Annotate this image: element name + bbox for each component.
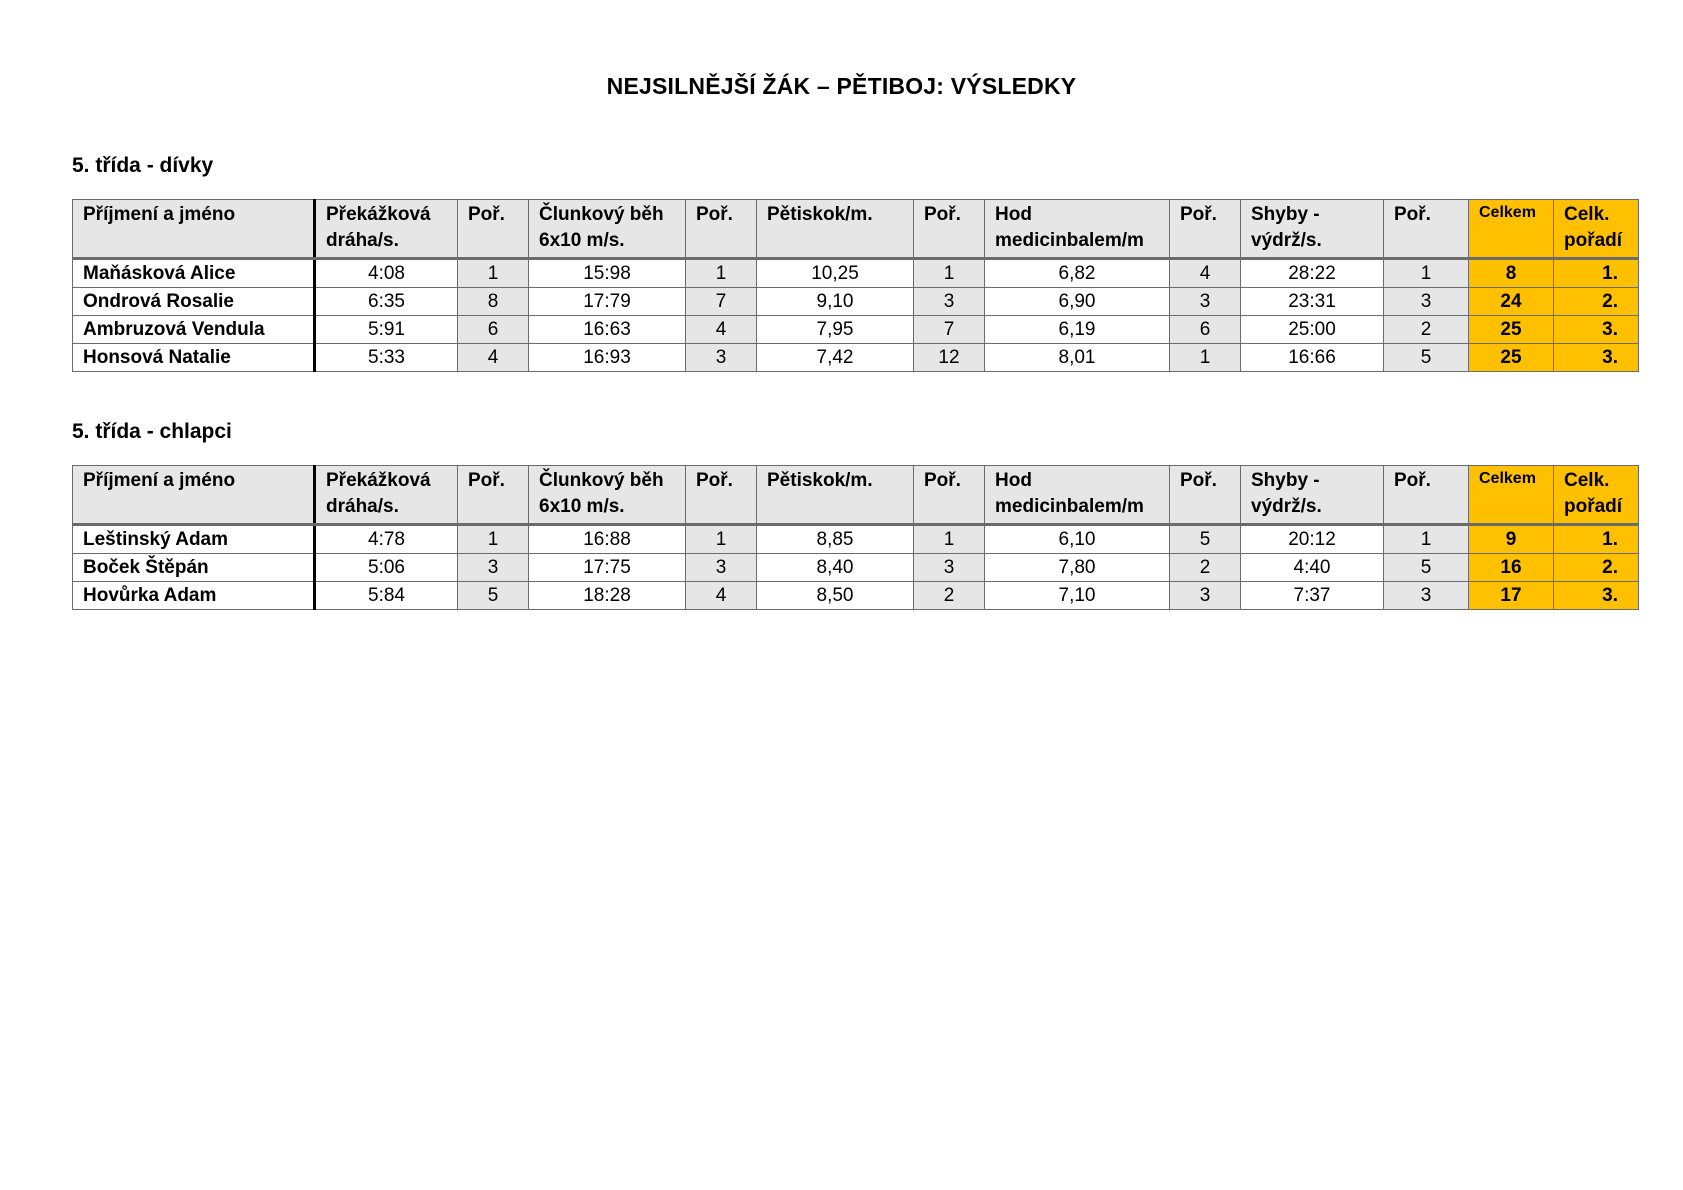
header-total: Celkem: [1469, 466, 1554, 525]
cell-por: 7: [686, 288, 757, 316]
cell-obstacle: 5:33: [315, 344, 458, 372]
cell-shuttle: 16:88: [529, 525, 686, 554]
cell-name: Boček Štěpán: [73, 554, 315, 582]
cell-obstacle: 6:35: [315, 288, 458, 316]
table-row: [73, 259, 1639, 288]
results-table-boys: [72, 465, 1639, 610]
header-pullups: Shyby -výdrž/s.: [1241, 466, 1384, 525]
header-por: Poř.: [458, 466, 529, 525]
cell-por: 5: [1384, 344, 1469, 372]
cell-obstacle: 5:91: [315, 316, 458, 344]
cell-jump: 10,25: [757, 259, 914, 288]
header-por: Poř.: [914, 466, 985, 525]
table-header-row: [73, 466, 1639, 525]
cell-por: 4: [458, 344, 529, 372]
header-jump: Pětiskok/m.: [757, 200, 914, 259]
cell-por: 5: [1384, 554, 1469, 582]
header-por: Poř.: [1170, 200, 1241, 259]
table-row: [73, 525, 1639, 554]
header-overall: Celk. pořadí: [1554, 466, 1639, 525]
cell-por: 2: [1170, 554, 1241, 582]
cell-por: 5: [458, 582, 529, 610]
cell-por: 6: [458, 316, 529, 344]
cell-shuttle: 16:63: [529, 316, 686, 344]
cell-por: 3: [458, 554, 529, 582]
page-title: NEJSILNĚJŠÍ ŽÁK – PĚTIBOJ: VÝSLEDKY: [606, 73, 1077, 99]
section-title-boys: 5. třída - chlapci: [72, 420, 232, 443]
cell-shuttle: 18:28: [529, 582, 686, 610]
header-por: Poř.: [458, 200, 529, 259]
cell-obstacle: 4:08: [315, 259, 458, 288]
cell-jump: 8,40: [757, 554, 914, 582]
header-throw: Hod medicinbalem/m: [985, 200, 1170, 259]
cell-obstacle: 5:06: [315, 554, 458, 582]
header-por: Poř.: [1384, 200, 1469, 259]
header-overall: Celk. pořadí: [1554, 200, 1639, 259]
header-por: Poř.: [686, 466, 757, 525]
cell-jump: 8,50: [757, 582, 914, 610]
table-row: [73, 288, 1639, 316]
cell-por: 3: [1384, 288, 1469, 316]
cell-por: 5: [1170, 525, 1241, 554]
table-row: [73, 554, 1639, 582]
cell-overall: 3.: [1554, 316, 1639, 344]
cell-pullups: 7:37: [1241, 582, 1384, 610]
cell-throw: 6,10: [985, 525, 1170, 554]
cell-por: 1: [914, 525, 985, 554]
cell-pullups: 28:22: [1241, 259, 1384, 288]
cell-por: 2: [1384, 316, 1469, 344]
header-por: Poř.: [1170, 466, 1241, 525]
cell-por: 7: [914, 316, 985, 344]
header-jump: Pětiskok/m.: [757, 466, 914, 525]
cell-obstacle: 4:78: [315, 525, 458, 554]
cell-overall: 1.: [1554, 525, 1639, 554]
table-row: [73, 344, 1639, 372]
header-pullups: Shyby -výdrž/s.: [1241, 200, 1384, 259]
cell-total: 25: [1469, 344, 1554, 372]
cell-jump: 8,85: [757, 525, 914, 554]
cell-shuttle: 16:93: [529, 344, 686, 372]
cell-name: Ondrová Rosalie: [73, 288, 315, 316]
cell-shuttle: 17:79: [529, 288, 686, 316]
cell-por: 2: [914, 582, 985, 610]
cell-por: 3: [1170, 288, 1241, 316]
table-header-row: [73, 200, 1639, 259]
cell-jump: 7,95: [757, 316, 914, 344]
cell-total: 24: [1469, 288, 1554, 316]
cell-por: 3: [686, 554, 757, 582]
cell-shuttle: 17:75: [529, 554, 686, 582]
cell-pullups: 23:31: [1241, 288, 1384, 316]
table-row: [73, 582, 1639, 610]
cell-throw: 7,80: [985, 554, 1170, 582]
cell-por: 4: [686, 582, 757, 610]
cell-por: 1: [458, 259, 529, 288]
header-shuttle: Člunkový běh 6x10 m/s.: [529, 466, 686, 525]
cell-jump: 9,10: [757, 288, 914, 316]
cell-overall: 3.: [1554, 582, 1639, 610]
cell-por: 4: [1170, 259, 1241, 288]
cell-overall: 3.: [1554, 344, 1639, 372]
cell-por: 3: [914, 288, 985, 316]
cell-por: 8: [458, 288, 529, 316]
cell-por: 1: [1384, 259, 1469, 288]
cell-name: Leštinský Adam: [73, 525, 315, 554]
header-obstacle: Překážková dráha/s.: [315, 200, 458, 259]
cell-por: 12: [914, 344, 985, 372]
cell-total: 16: [1469, 554, 1554, 582]
cell-por: 3: [914, 554, 985, 582]
cell-overall: 2.: [1554, 554, 1639, 582]
cell-por: 1: [686, 525, 757, 554]
cell-por: 6: [1170, 316, 1241, 344]
cell-throw: 8,01: [985, 344, 1170, 372]
results-table-girls: [72, 199, 1639, 372]
cell-total: 8: [1469, 259, 1554, 288]
cell-total: 17: [1469, 582, 1554, 610]
cell-overall: 2.: [1554, 288, 1639, 316]
header-por: Poř.: [1384, 466, 1469, 525]
cell-total: 9: [1469, 525, 1554, 554]
header-por: Poř.: [914, 200, 985, 259]
cell-obstacle: 5:84: [315, 582, 458, 610]
cell-name: Honsová Natalie: [73, 344, 315, 372]
header-name: Příjmení a jméno: [73, 466, 315, 525]
cell-pullups: 20:12: [1241, 525, 1384, 554]
cell-throw: 7,10: [985, 582, 1170, 610]
cell-pullups: 25:00: [1241, 316, 1384, 344]
cell-jump: 7,42: [757, 344, 914, 372]
cell-throw: 6,82: [985, 259, 1170, 288]
table-row: [73, 316, 1639, 344]
cell-name: Ambruzová Vendula: [73, 316, 315, 344]
header-obstacle: Překážková dráha/s.: [315, 466, 458, 525]
header-total: Celkem: [1469, 200, 1554, 259]
header-name: Příjmení a jméno: [73, 200, 315, 259]
cell-shuttle: 15:98: [529, 259, 686, 288]
cell-por: 3: [1170, 582, 1241, 610]
cell-por: 1: [458, 525, 529, 554]
cell-throw: 6,19: [985, 316, 1170, 344]
section-title-girls: 5. třída - dívky: [72, 154, 214, 177]
cell-por: 1: [914, 259, 985, 288]
cell-total: 25: [1469, 316, 1554, 344]
cell-por: 3: [686, 344, 757, 372]
cell-por: 4: [686, 316, 757, 344]
cell-por: 3: [1384, 582, 1469, 610]
cell-name: Maňásková Alice: [73, 259, 315, 288]
cell-overall: 1.: [1554, 259, 1639, 288]
header-throw: Hod medicinbalem/m: [985, 466, 1170, 525]
cell-por: 1: [686, 259, 757, 288]
cell-por: 1: [1384, 525, 1469, 554]
cell-por: 1: [1170, 344, 1241, 372]
cell-name: Hovůrka Adam: [73, 582, 315, 610]
header-shuttle: Člunkový běh 6x10 m/s.: [529, 200, 686, 259]
header-por: Poř.: [686, 200, 757, 259]
cell-throw: 6,90: [985, 288, 1170, 316]
cell-pullups: 16:66: [1241, 344, 1384, 372]
cell-pullups: 4:40: [1241, 554, 1384, 582]
